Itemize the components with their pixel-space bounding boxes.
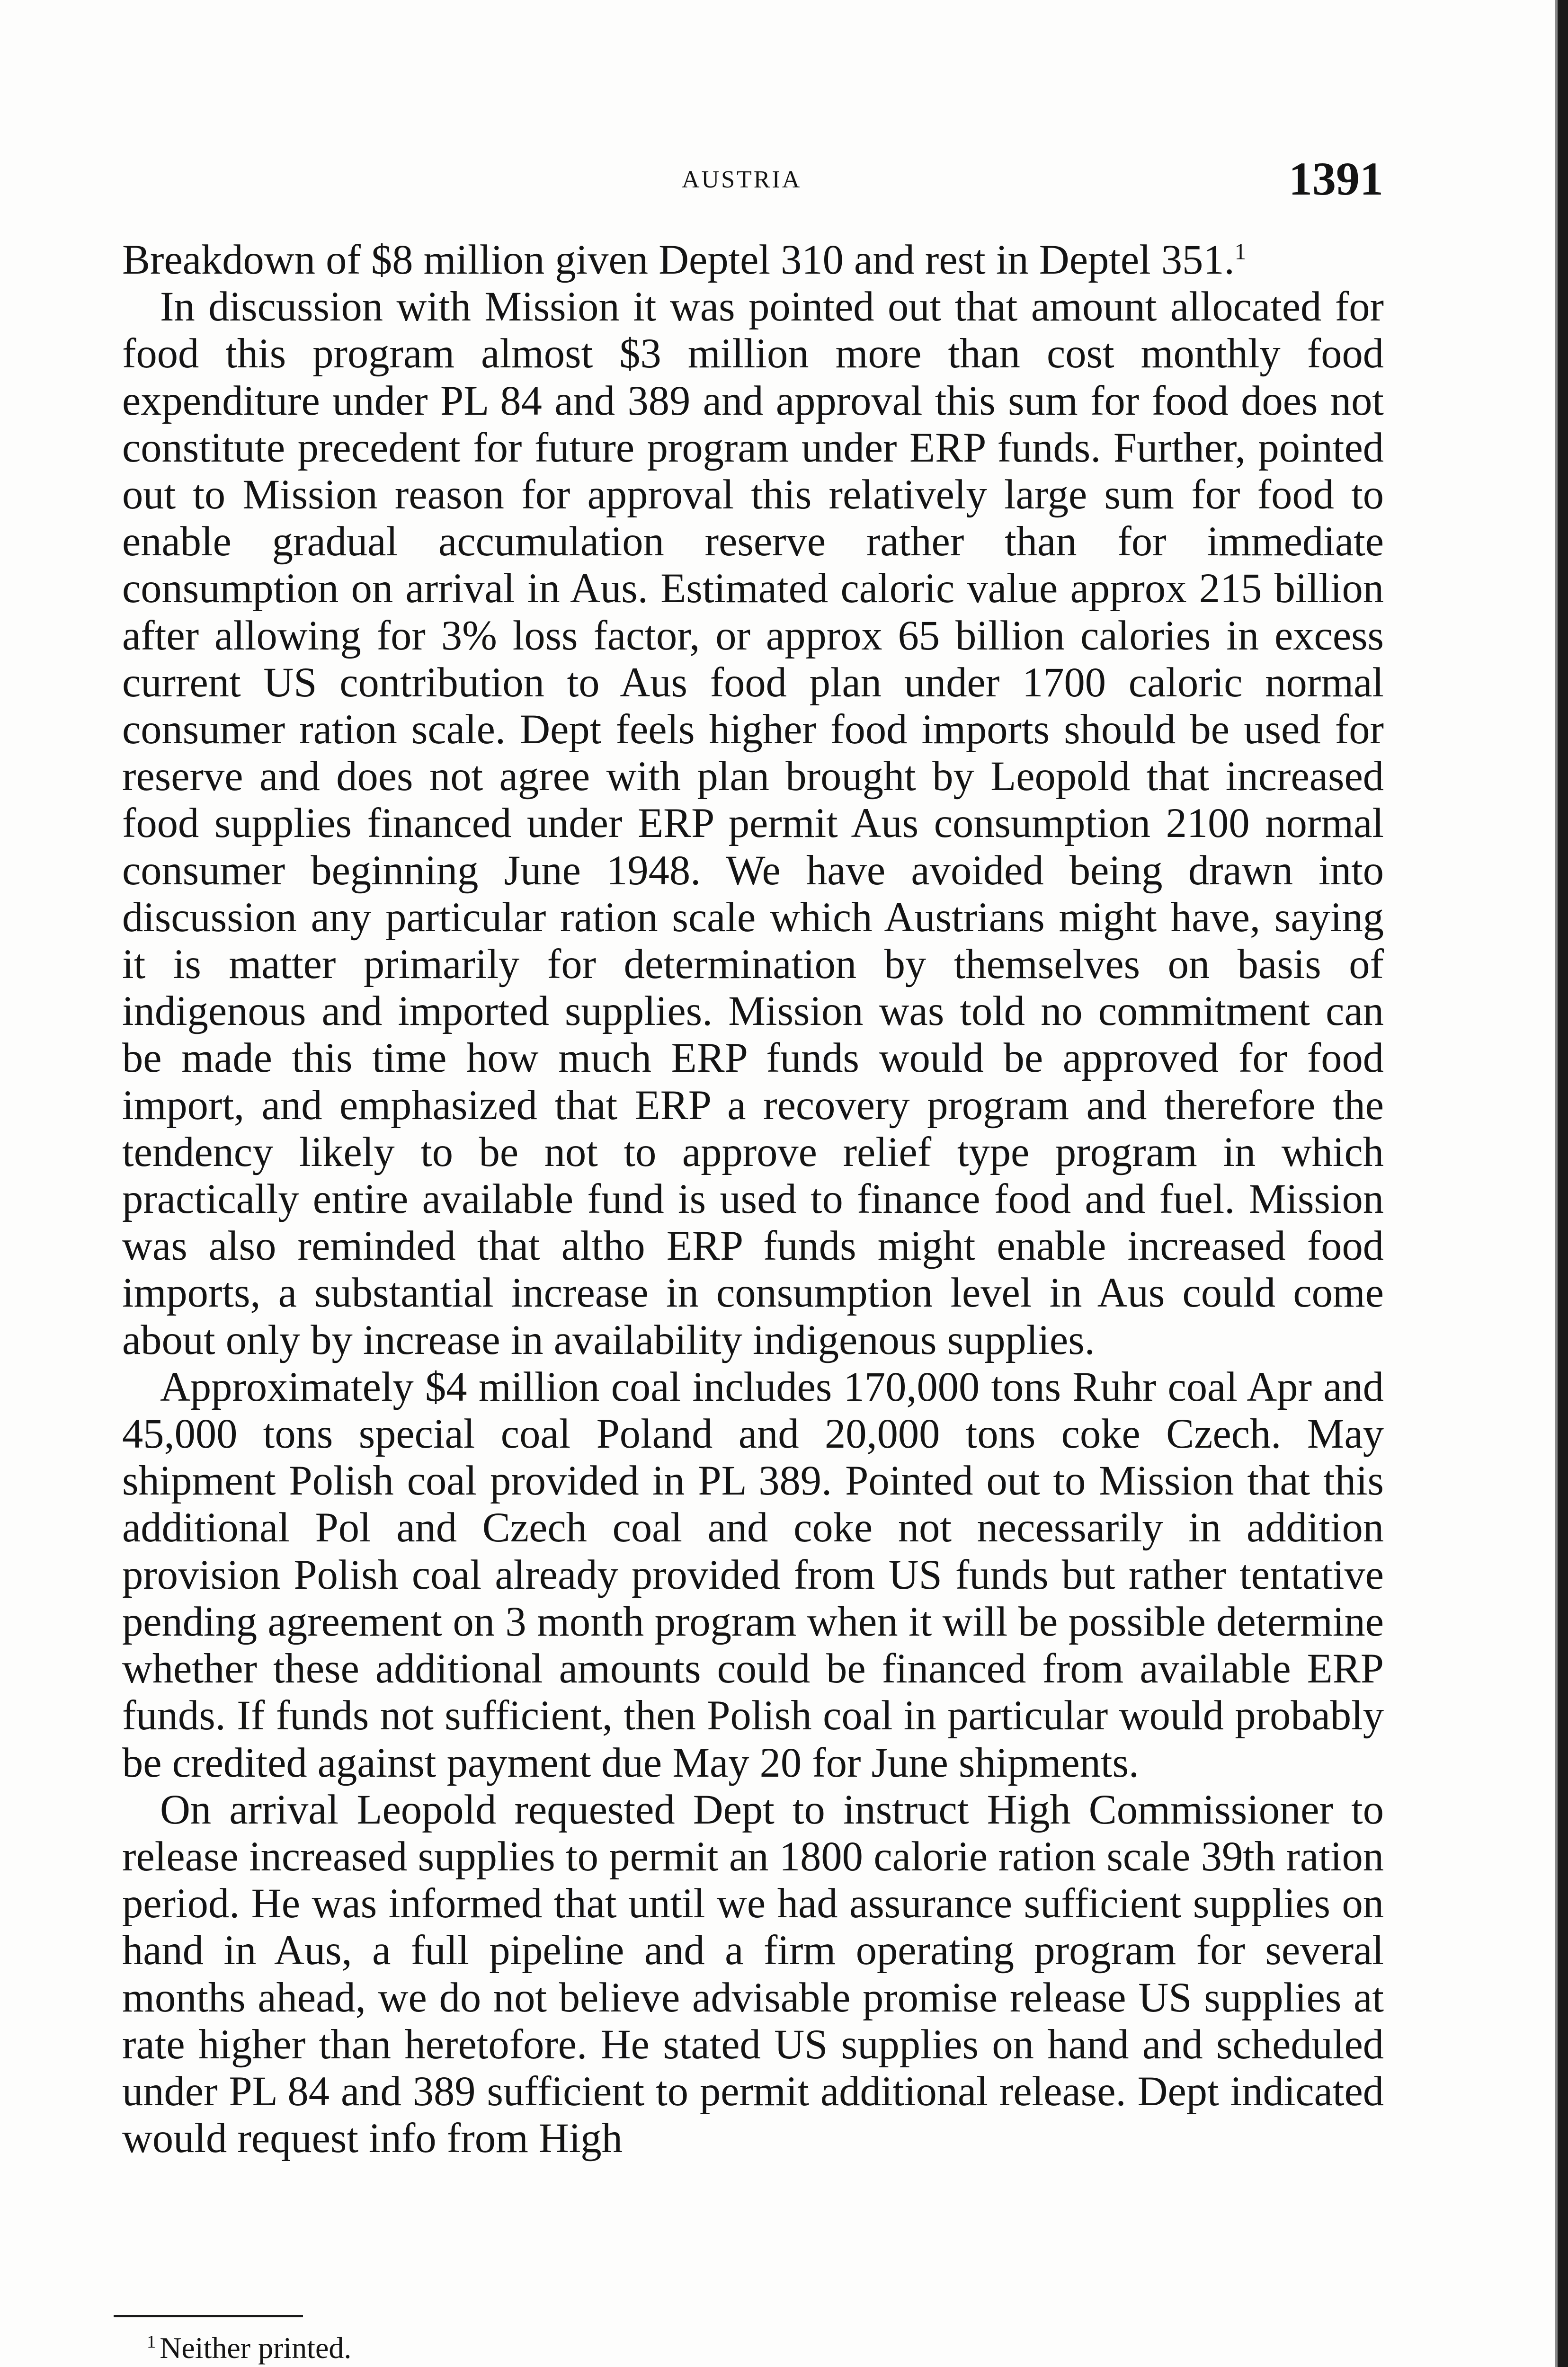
footnote-text: Neither printed.: [160, 2331, 352, 2365]
paragraph-1: [122, 237, 1384, 284]
footnote-marker: 1: [147, 2331, 156, 2352]
running-head: AUSTRIA: [682, 166, 802, 193]
scan-edge: [1558, 0, 1568, 2367]
body-text: [122, 237, 1384, 2162]
paragraph-2: In discussion with Mission it was pointed out that amount allocated for food this program almost $3 million more than cost monthly food expenditure under PL 84 and 389 and approval this sum for food does not constitute precedent for future program under ERP funds. Further, pointed out to Mission reason for approval this relatively large sum for food to enable gradual accumulation reserve rather than for immediate consumption on arrival in Aus. Estimated caloric value approx 215 billion after allowing for 3% loss factor, or approx 65 billion calories in excess current US contribution to Aus food plan under 1700 caloric normal consumer ration scale. Dept feels higher food imports should be used for reserve and does not agree with plan brought by Leopold that increased food supplies financed under ERP permit Aus consumption 2100 normal consumer beginning June 1948. We have avoided being drawn into discussion any particular ration scale which Austrians might have, saying it is matter primarily for determination by themselves on basis of indigenous and imported supplies. Mission was told no commitment can be made this time how much ERP funds would be approved for food import, and emphasized that ERP a recovery program and therefore the tendency likely to be not to approve relief type program in which practically entire available fund is used to finance food and fuel. Mission was also reminded that altho ERP funds might enable increased food imports, a substantial increase in consumption level in Aus could come about only by increase in availability indigenous supplies.: [122, 284, 1384, 1363]
paragraph-4: On arrival Leopold requested Dept to instruct High Commissioner to release increased supplies to permit an 1800 calorie ration scale 39th ration period. He was informed that until we had assurance sufficient supplies on hand in Aus, a full pipeline and a firm operating program for several months ahead, we do not believe advisable promise release US supplies at rate higher than heretofore. He stated US supplies on hand and scheduled under PL 84 and 389 sufficient to permit additional release. Dept indicated would request info from High: [122, 1786, 1384, 2162]
footnote-reference: 1: [1234, 239, 1247, 265]
page-number: 1391: [1289, 152, 1383, 205]
paragraph-3: Approximately $4 million coal includes 170,000 tons Ruhr coal Apr and 45,000 tons special coal Poland and 20,000 tons coke Czech. May shipment Polish coal provided in PL 389. Pointed out to Mission that this additional Pol and Czech coal and coke not necessarily in addition provision Polish coal already provided from US funds but rather tentative pending agreement on 3 month program when it will be possible determine whether these additional amounts could be financed from available ERP funds. If funds not sufficient, then Polish coal in particular would probably be credited against payment due May 20 for June shipments.: [122, 1363, 1384, 1786]
footnote: [147, 2329, 351, 2367]
footnote-rule: [114, 2315, 303, 2317]
paragraph-1-text: Breakdown of $8 million given Deptel 310 and rest in Deptel 351.: [122, 237, 1235, 283]
